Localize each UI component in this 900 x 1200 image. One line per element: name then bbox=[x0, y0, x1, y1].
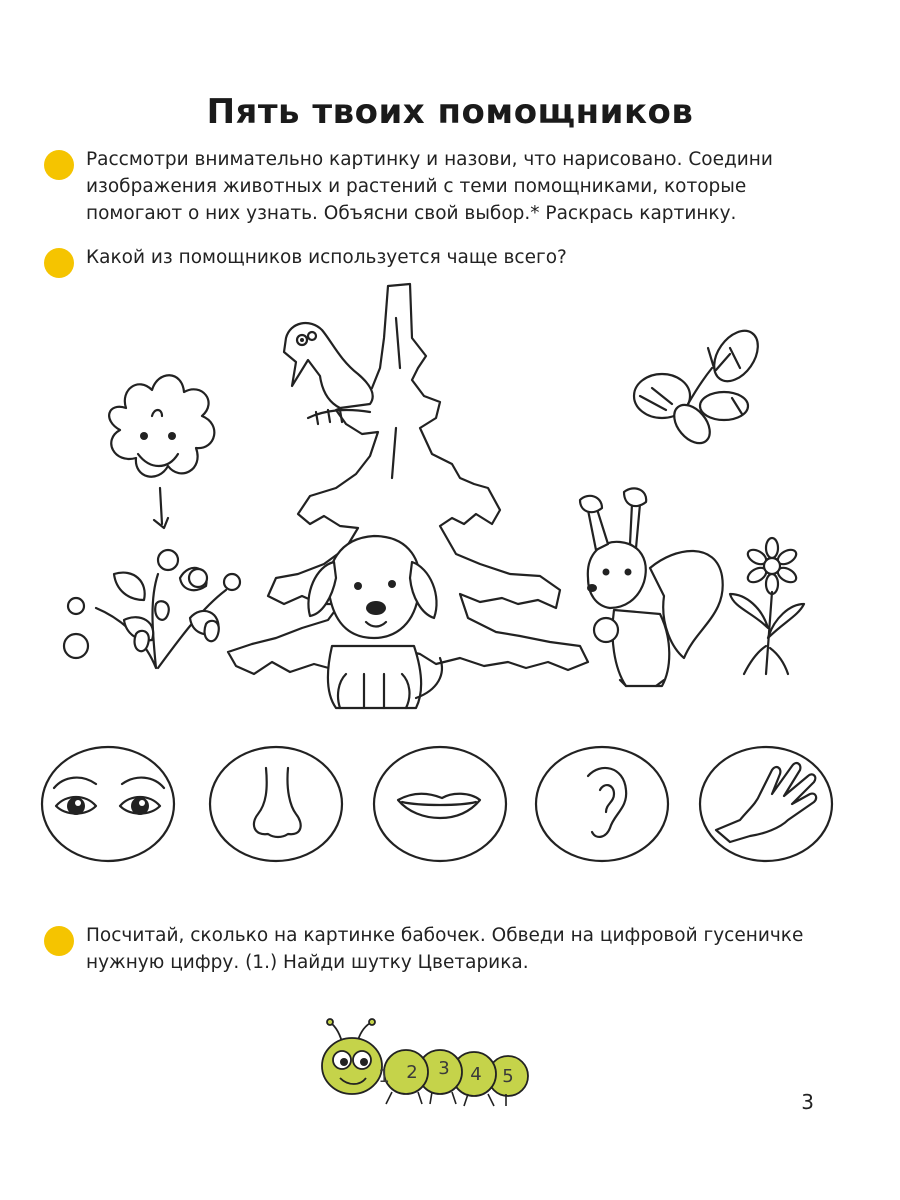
nose-icon bbox=[210, 747, 342, 861]
helpers-row bbox=[40, 746, 860, 866]
squirrel-icon bbox=[580, 488, 723, 686]
bullet-icon bbox=[44, 248, 74, 278]
eyes-icon bbox=[42, 747, 174, 861]
mouth-icon bbox=[374, 747, 506, 861]
bullet-icon bbox=[44, 150, 74, 180]
hand-icon bbox=[700, 747, 832, 861]
daisy-icon bbox=[730, 538, 804, 674]
task-1 bbox=[44, 146, 844, 227]
digit-2[interactable]: 2 bbox=[406, 1062, 418, 1083]
butterfly-icon bbox=[634, 323, 767, 450]
smiling-flower-icon bbox=[109, 375, 214, 528]
task-2 bbox=[44, 244, 844, 271]
digit-3[interactable]: 3 bbox=[438, 1058, 450, 1079]
ear-icon bbox=[536, 747, 668, 861]
digit-5[interactable]: 5 bbox=[502, 1066, 514, 1087]
task-3-text: Посчитай, сколько на картинке бабочек. Обведи на цифровой гусеничке нужную цифру. (1.) Найди шутку Цветарика. bbox=[86, 925, 804, 973]
task-1-text: Рассмотри внимательно картинку и назови, что нарисовано. Соедини изображения животных и растений с теми помощниками, которые помогают о них узнать. Объясни свой выбор.* Раскрась картинку. bbox=[86, 149, 773, 224]
digit-1[interactable]: 1 bbox=[378, 1066, 390, 1087]
page-title: Пять твоих помощников bbox=[206, 92, 694, 132]
strawberry-bush-icon bbox=[64, 550, 240, 668]
digit-4[interactable]: 4 bbox=[470, 1064, 482, 1085]
task-2-text: Какой из помощников используется чаще всего? bbox=[86, 247, 567, 268]
task-3 bbox=[44, 922, 844, 976]
page-number: 3 bbox=[801, 1090, 814, 1114]
caterpillar-icon bbox=[322, 1018, 532, 1110]
coloring-illustration bbox=[40, 278, 870, 730]
bullet-icon bbox=[44, 926, 74, 956]
